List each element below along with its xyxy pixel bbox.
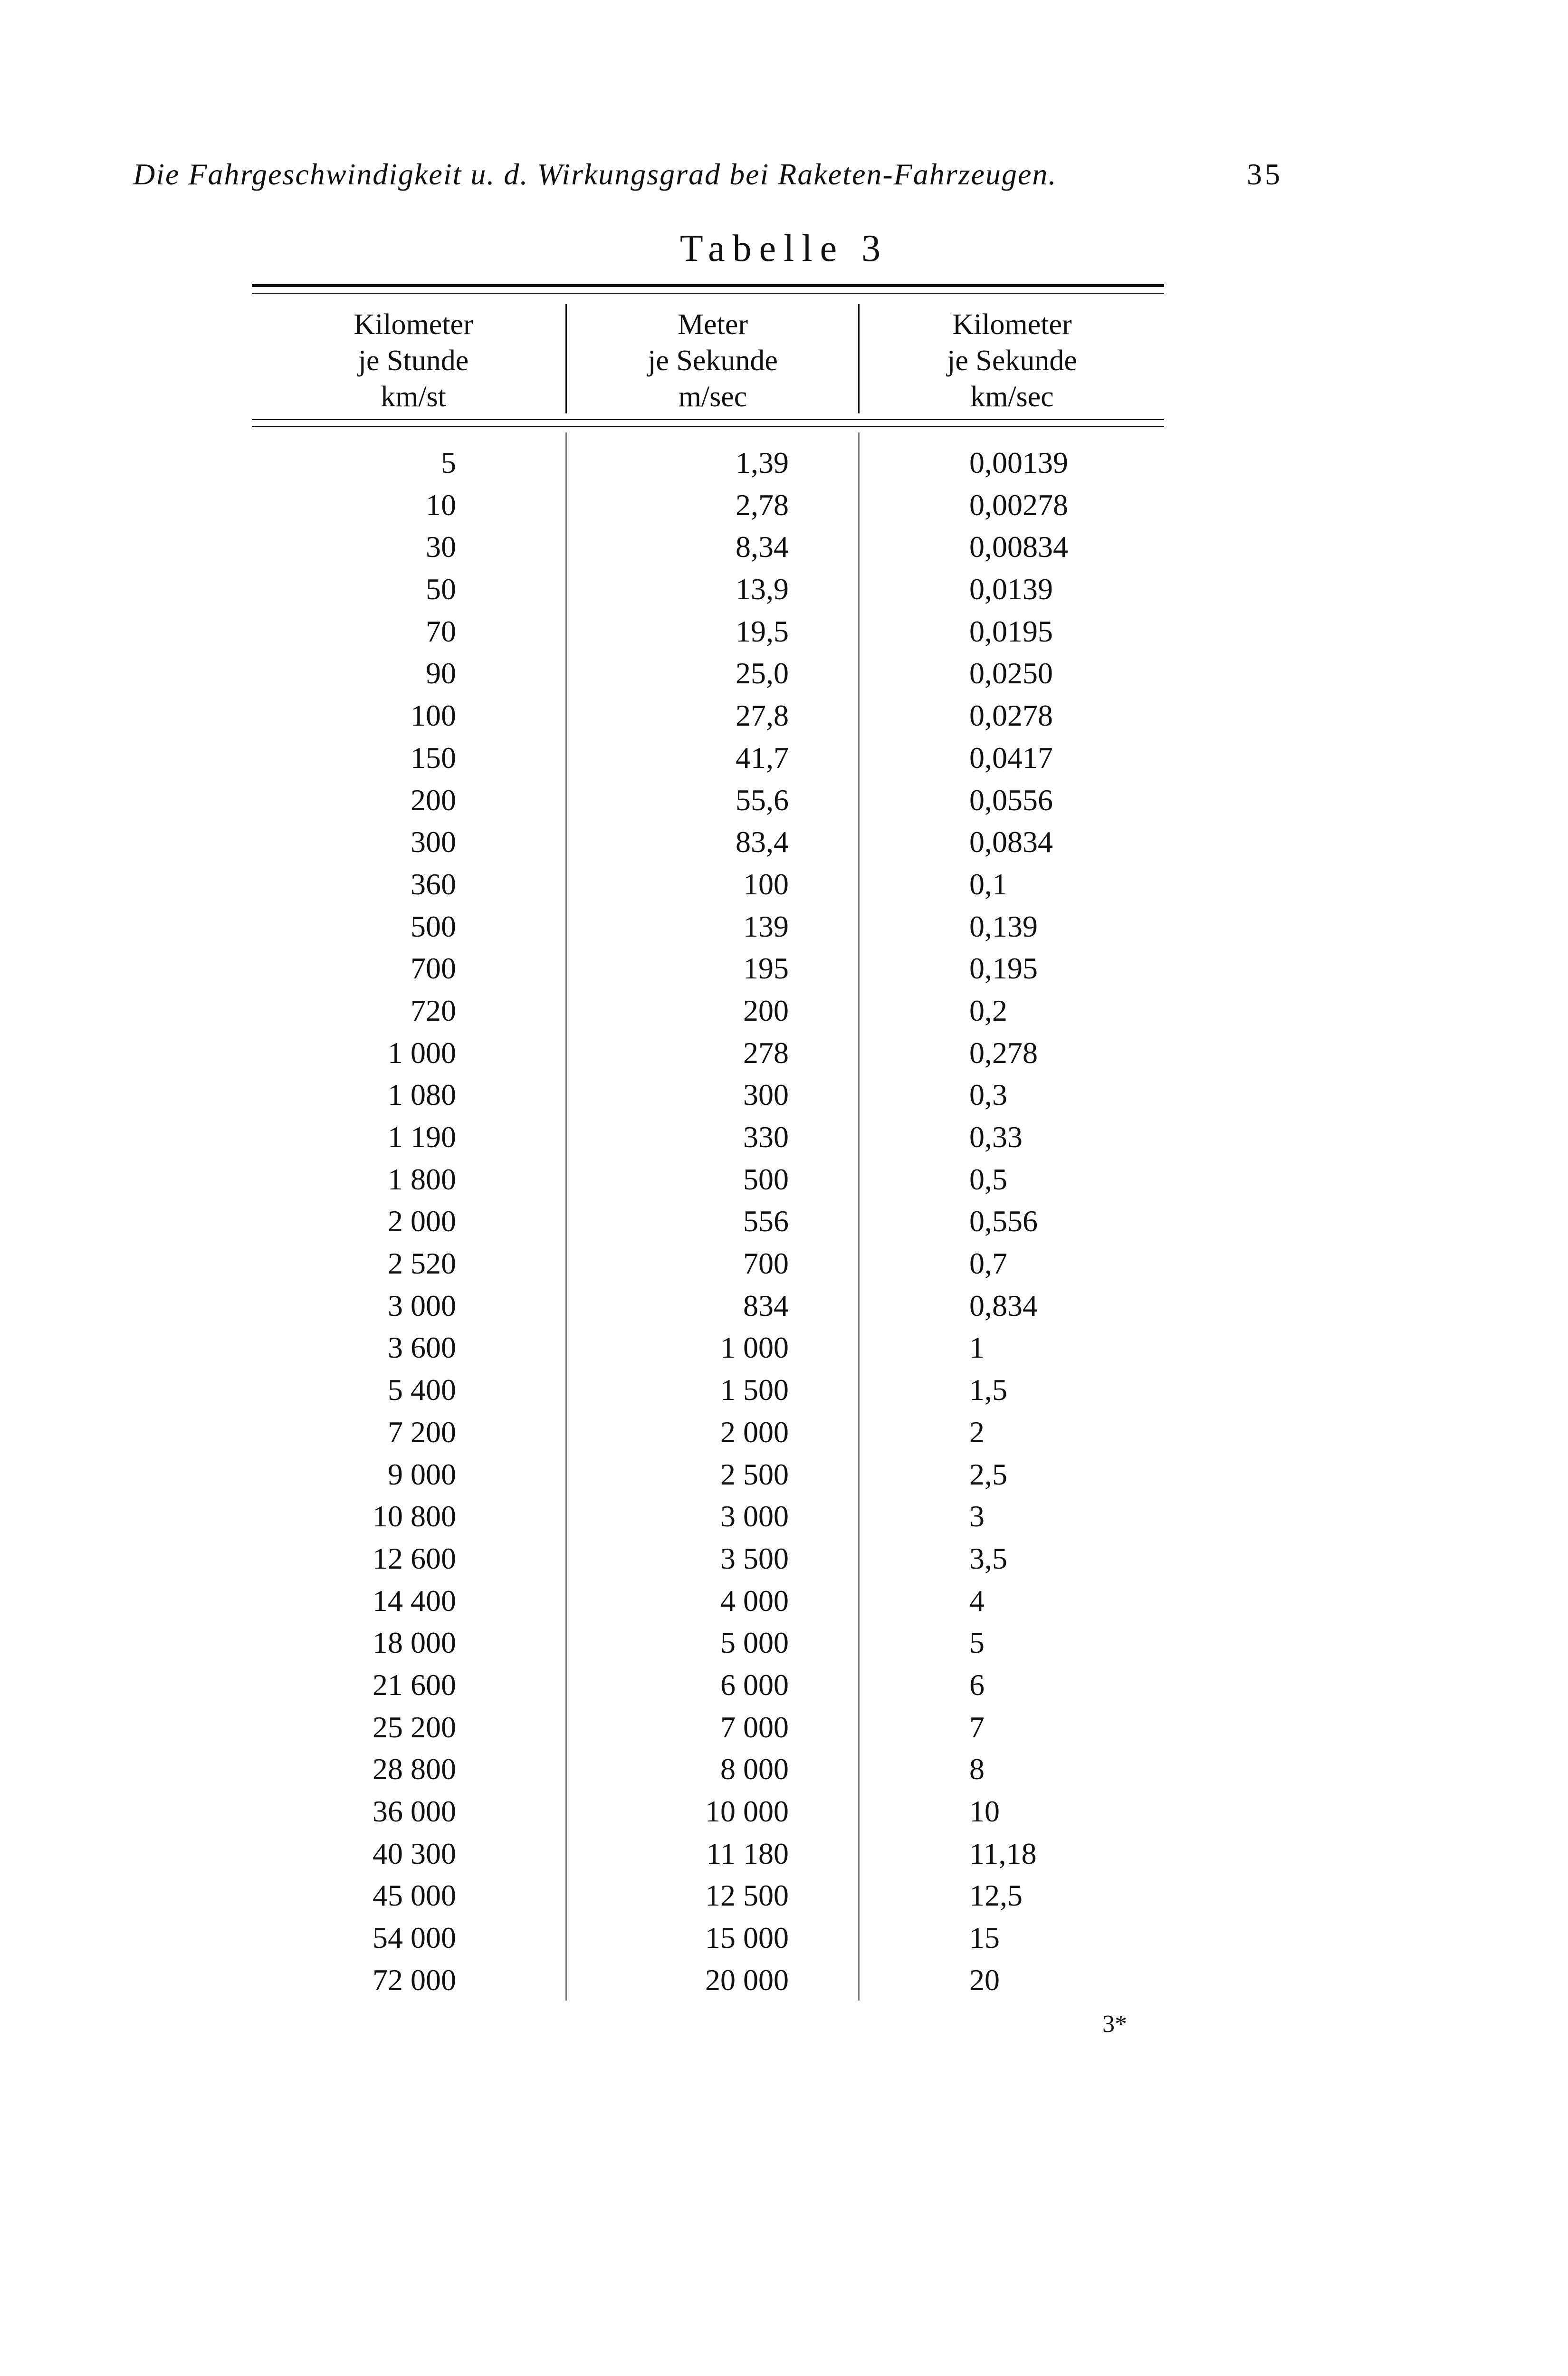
cell-km-per-hour: 45 000 [373,1878,456,1913]
cell-km-per-sec: 0,834 [969,1288,1038,1322]
column-header-kms-unit: km/sec [970,381,1054,413]
cell-km-per-hour: 1 080 [388,1078,456,1112]
cell-km-per-sec: 0,2 [969,993,1007,1027]
table-row [0,906,1568,948]
cell-m-per-sec: 12 500 [705,1878,789,1913]
cell-km-per-sec: 0,3 [969,1078,1007,1112]
cell-km-per-hour: 5 [441,446,456,479]
table-row [0,1159,1568,1201]
cell-m-per-sec: 27,8 [736,699,789,733]
table-row [0,611,1568,653]
table-row [0,737,1568,779]
running-head [133,157,1283,200]
cell-m-per-sec: 5 000 [720,1626,789,1660]
table-row [0,821,1568,863]
table-row [0,1538,1568,1580]
table-row [0,1243,1568,1285]
sheet-signature: 3* [1102,2011,1127,2038]
cell-m-per-sec: 2 500 [720,1457,789,1491]
cell-km-per-hour: 36 000 [373,1794,456,1828]
table-row [0,1875,1568,1917]
cell-m-per-sec: 139 [743,909,789,943]
cell-km-per-hour: 12 600 [373,1541,456,1575]
cell-km-per-sec: 0,33 [969,1120,1023,1154]
cell-km-per-hour: 150 [411,740,456,775]
column-header-ms-line1: Meter [677,308,748,341]
table-row [0,1200,1568,1243]
running-title: Die Fahrgeschwindigkeit u. d. Wirkungsgrad bei Raketen-Fahrzeugen. [133,157,1057,191]
cell-km-per-hour: 100 [411,699,456,733]
cell-km-per-sec: 7 [969,1710,985,1744]
cell-km-per-sec: 0,0250 [969,656,1053,690]
column-header-kms-line1: Kilometer [952,308,1072,341]
cell-m-per-sec: 7 000 [720,1710,789,1744]
cell-km-per-sec: 8 [969,1752,985,1786]
cell-km-per-sec: 0,0139 [969,572,1053,606]
cell-km-per-hour: 40 300 [373,1836,456,1870]
cell-m-per-sec: 700 [743,1246,789,1281]
cell-km-per-sec: 1 [969,1331,985,1365]
cell-km-per-hour: 25 200 [373,1710,456,1744]
cell-km-per-sec: 20 [969,1963,1000,1997]
table-row [0,484,1568,527]
cell-km-per-sec: 0,00834 [969,530,1068,564]
cell-km-per-hour: 30 [426,530,456,564]
cell-m-per-sec: 4 000 [720,1583,789,1618]
table-row [0,568,1568,611]
table-top-rule [252,284,1164,287]
cell-km-per-sec: 15 [969,1921,1000,1955]
cell-km-per-hour: 10 [426,488,456,522]
table-row [0,1032,1568,1074]
table-title: Tabelle 3 [679,228,889,269]
table-row [0,1580,1568,1622]
table-row [0,1706,1568,1749]
cell-m-per-sec: 10 000 [705,1794,789,1828]
cell-km-per-sec: 10 [969,1794,1000,1828]
cell-km-per-hour: 2 000 [388,1204,456,1238]
header-bottom-rule [252,419,1164,420]
cell-m-per-sec: 2 000 [720,1415,789,1449]
column-divider [565,304,567,413]
cell-km-per-hour: 7 200 [388,1415,456,1449]
cell-km-per-sec: 0,0417 [969,740,1053,775]
cell-m-per-sec: 6 000 [720,1667,789,1702]
cell-m-per-sec: 41,7 [736,740,789,775]
cell-m-per-sec: 1 500 [720,1373,789,1407]
cell-km-per-sec: 0,5 [969,1162,1007,1196]
table-row [0,1959,1568,2002]
cell-km-per-hour: 90 [426,656,456,690]
table-row [0,1791,1568,1833]
column-header-ms [584,307,841,415]
cell-m-per-sec: 83,4 [736,825,789,859]
cell-m-per-sec: 834 [743,1288,789,1322]
cell-km-per-sec: 4 [969,1583,985,1618]
cell-km-per-sec: 11,18 [969,1836,1037,1870]
cell-km-per-sec: 6 [969,1667,985,1702]
table-row [0,1116,1568,1159]
table-row [0,1664,1568,1706]
cell-km-per-sec: 0,00139 [969,446,1068,479]
cell-m-per-sec: 195 [743,951,789,986]
cell-km-per-hour: 21 600 [373,1667,456,1702]
column-header-kmh-line2: je Stunde [358,345,469,377]
cell-km-per-hour: 1 000 [388,1035,456,1070]
table-row [0,1454,1568,1496]
cell-km-per-hour: 5 400 [388,1373,456,1407]
cell-m-per-sec: 13,9 [736,572,789,606]
table-row [0,779,1568,822]
table-row [0,1833,1568,1875]
cell-m-per-sec: 500 [743,1162,789,1196]
table-row [0,1369,1568,1411]
table-row [0,948,1568,990]
cell-km-per-hour: 500 [411,909,456,943]
cell-km-per-sec: 2,5 [969,1457,1007,1491]
cell-m-per-sec: 3 500 [720,1541,789,1575]
cell-km-per-hour: 1 190 [388,1120,456,1154]
table-row [0,442,1568,484]
table-row [0,1622,1568,1664]
column-header-kms-line2: je Sekunde [947,345,1077,377]
column-header-kmh-line1: Kilometer [354,308,473,341]
table-top-thin-rule [252,293,1164,294]
column-header-ms-line2: je Sekunde [648,345,778,377]
cell-m-per-sec: 8,34 [736,530,789,564]
column-header-kmh-unit: km/st [381,381,446,413]
cell-km-per-sec: 0,278 [969,1035,1038,1070]
table-row [0,990,1568,1032]
cell-m-per-sec: 556 [743,1204,789,1238]
cell-m-per-sec: 15 000 [705,1921,789,1955]
cell-km-per-hour: 72 000 [373,1963,456,1997]
cell-km-per-hour: 200 [411,783,456,817]
cell-km-per-sec: 2 [969,1415,985,1449]
cell-km-per-sec: 0,0278 [969,699,1053,733]
cell-km-per-hour: 2 520 [388,1246,456,1281]
cell-km-per-hour: 3 000 [388,1288,456,1322]
cell-km-per-hour: 300 [411,825,456,859]
table-row [0,1327,1568,1369]
table-row [0,863,1568,906]
cell-m-per-sec: 2,78 [736,488,789,522]
table-row [0,1285,1568,1327]
header-bottom-rule [252,426,1164,427]
cell-km-per-hour: 50 [426,572,456,606]
cell-m-per-sec: 100 [743,867,789,901]
column-header-kmh [280,307,546,415]
cell-m-per-sec: 20 000 [705,1963,789,1997]
cell-m-per-sec: 1,39 [736,446,789,479]
cell-km-per-hour: 700 [411,951,456,986]
cell-km-per-sec: 5 [969,1626,985,1660]
cell-km-per-sec: 0,7 [969,1246,1007,1281]
cell-km-per-sec: 0,00278 [969,488,1068,522]
cell-m-per-sec: 19,5 [736,614,789,648]
cell-km-per-sec: 0,556 [969,1204,1038,1238]
table-row [0,652,1568,695]
cell-km-per-sec: 0,195 [969,951,1038,986]
cell-km-per-sec: 1,5 [969,1373,1007,1407]
table-row [0,526,1568,568]
cell-km-per-hour: 10 800 [373,1499,456,1533]
table-row [0,695,1568,737]
cell-km-per-sec: 12,5 [969,1878,1023,1913]
cell-km-per-sec: 0,139 [969,909,1038,943]
table-row [0,1917,1568,1959]
cell-km-per-sec: 0,0834 [969,825,1053,859]
cell-km-per-hour: 3 600 [388,1331,456,1365]
cell-km-per-hour: 1 800 [388,1162,456,1196]
cell-km-per-sec: 0,1 [969,867,1007,901]
table-row [0,1411,1568,1454]
cell-m-per-sec: 8 000 [720,1752,789,1786]
cell-m-per-sec: 1 000 [720,1331,789,1365]
cell-m-per-sec: 3 000 [720,1499,789,1533]
cell-m-per-sec: 330 [743,1120,789,1154]
cell-km-per-hour: 9 000 [388,1457,456,1491]
cell-m-per-sec: 11 180 [706,1836,789,1870]
cell-km-per-hour: 28 800 [373,1752,456,1786]
table-body [0,442,1568,2001]
cell-m-per-sec: 300 [743,1078,789,1112]
cell-km-per-hour: 720 [411,993,456,1027]
cell-km-per-hour: 70 [426,614,456,648]
cell-km-per-sec: 0,0195 [969,614,1053,648]
column-header-ms-unit: m/sec [678,381,747,413]
cell-km-per-hour: 14 400 [373,1583,456,1618]
cell-km-per-hour: 54 000 [373,1921,456,1955]
table-row [0,1074,1568,1116]
table-row [0,1495,1568,1538]
cell-km-per-hour: 360 [411,867,456,901]
table-row [0,1748,1568,1791]
cell-m-per-sec: 25,0 [736,656,789,690]
cell-m-per-sec: 278 [743,1035,789,1070]
cell-km-per-sec: 3 [969,1499,985,1533]
cell-km-per-sec: 3,5 [969,1541,1007,1575]
cell-m-per-sec: 200 [743,993,789,1027]
cell-m-per-sec: 55,6 [736,783,789,817]
page-number: 35 [1247,157,1283,191]
cell-km-per-sec: 0,0556 [969,783,1053,817]
column-header-kms [879,307,1145,415]
column-divider [858,304,860,413]
cell-km-per-hour: 18 000 [373,1626,456,1660]
